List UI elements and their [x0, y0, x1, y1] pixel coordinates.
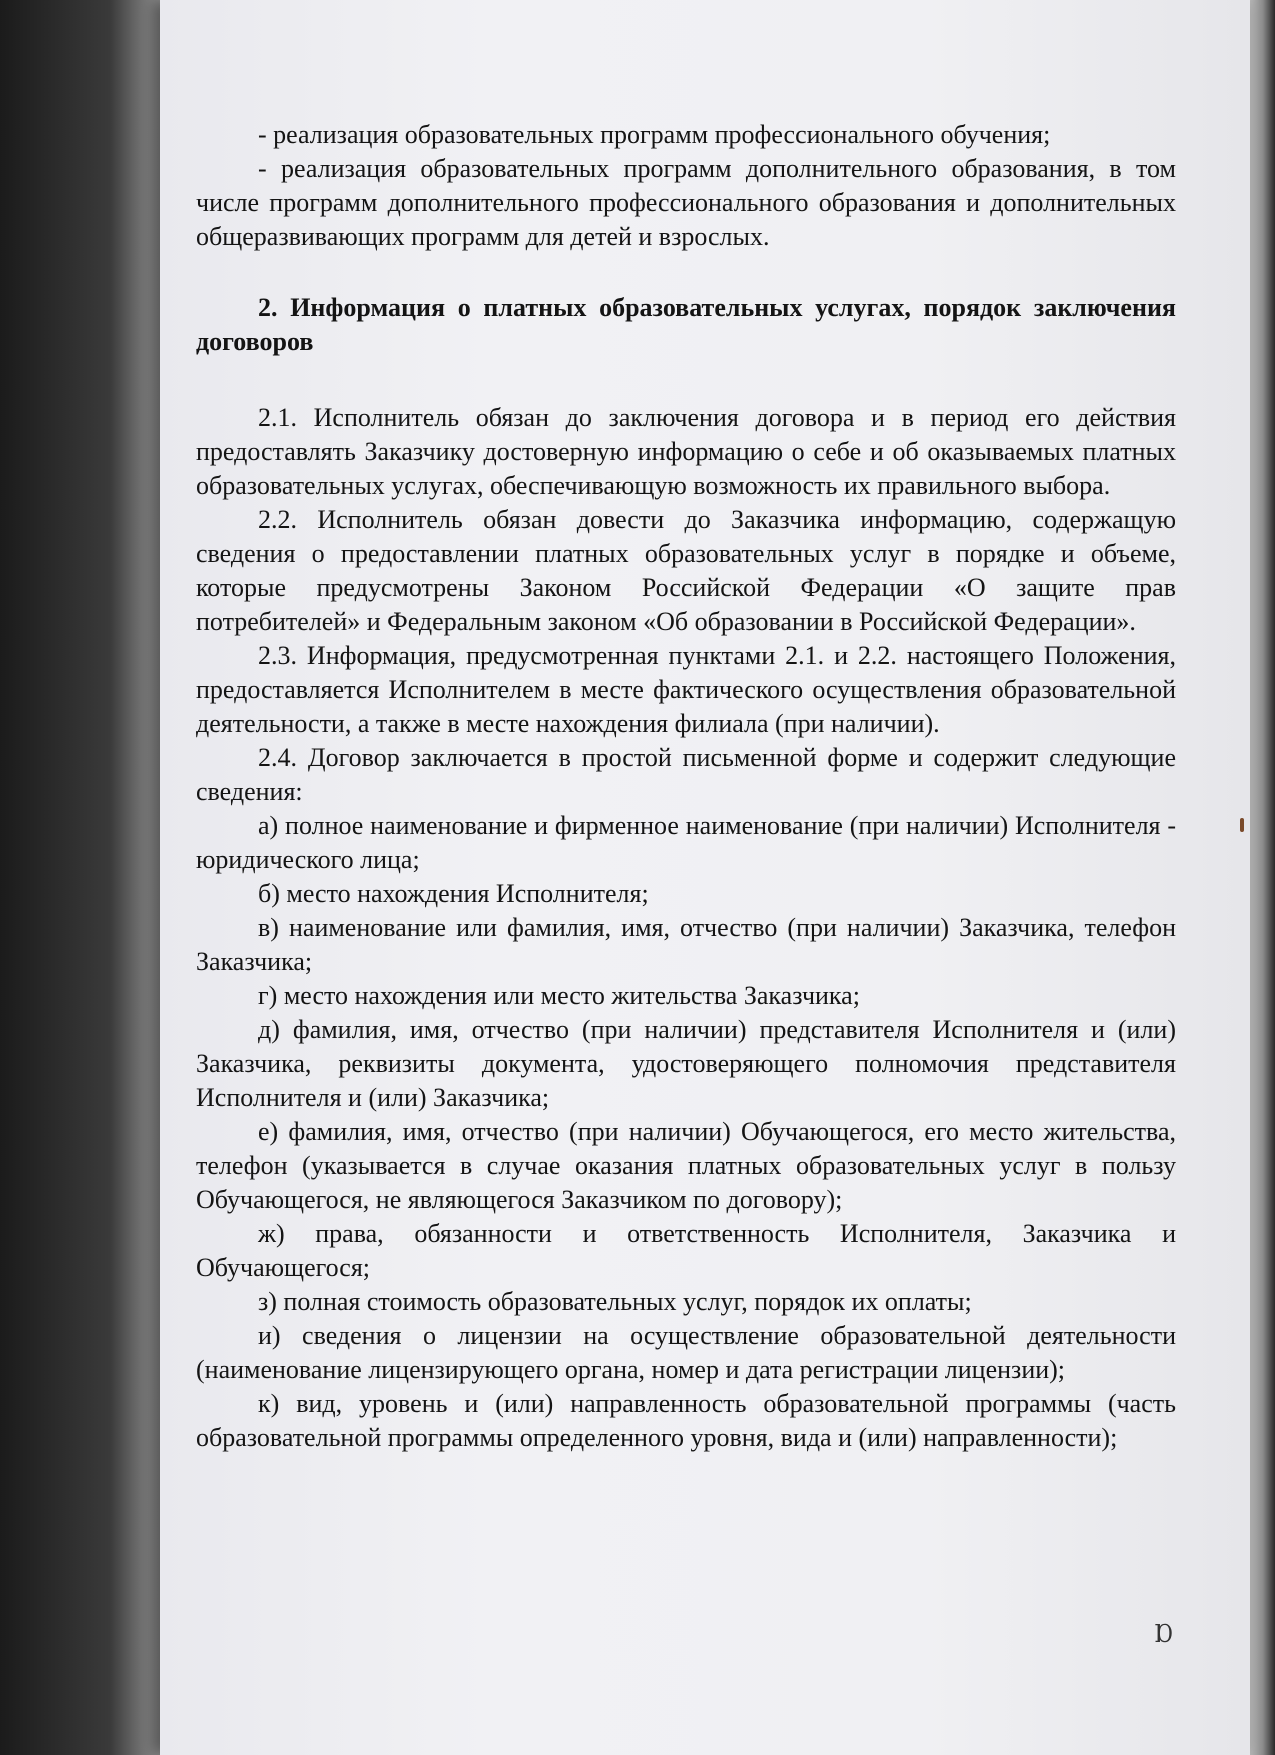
section-heading: 2. Информация о платных образовательных услугах, порядок заключения договоров — [196, 293, 1176, 356]
list-item-v: в) наименование или фамилия, имя, отчество (при наличии) Заказчика, телефон Заказчика; — [196, 913, 1176, 976]
list-item-g: г) место нахождения или место жительства Заказчика; — [258, 981, 860, 1010]
paragraph-2-2: 2.2. Исполнитель обязан довести до Заказчика информацию, содержащую сведения о предоставлении платных образовательных услуг в порядке и объеме, которые предусмотрены Законом Российской Федерации «О защите прав потребителей» и Федеральным законом «Об образовании в Российской Федерации». — [196, 505, 1176, 636]
scan-speck — [1240, 818, 1244, 832]
paragraph-2-4: 2.4. Договор заключается в простой письменной форме и содержит следующие сведения: — [196, 743, 1176, 806]
paragraph-2-3: 2.3. Информация, предусмотренная пунктами 2.1. и 2.2. настоящего Положения, предоставляется Исполнителем в месте фактического осуществления образовательной деятельности, а также в месте нахождения филиала (при наличии). — [196, 641, 1176, 738]
list-item-e: е) фамилия, имя, отчество (при наличии) Обучающегося, его место жительства, телефон (указывается в случае оказания платных образовательных услуг в пользу Обучающегося, не являющегося Заказчиком по договору); — [196, 1117, 1176, 1214]
list-item-z: з) полная стоимость образовательных услуг, порядок их оплаты; — [258, 1287, 972, 1316]
intro-item-1: - реализация образовательных программ профессионального обучения; — [258, 120, 1051, 149]
list-item-k: к) вид, уровень и (или) направленность образовательной программы (часть образовательной программы определенного уровня, вида и (или) направленности); — [196, 1389, 1176, 1452]
list-item-d: д) фамилия, имя, отчество (при наличии) представителя Исполнителя и (или) Заказчика, реквизиты документа, удостоверяющего полномочия представителя Исполнителя и (или) Заказчика; — [196, 1015, 1176, 1112]
list-item-b: б) место нахождения Исполнителя; — [258, 879, 649, 908]
intro-item-2: - реализация образовательных программ дополнительного образования, в том числе программ дополнительного профессионального образования и дополнительных общеразвивающих программ для детей и взрослых. — [196, 154, 1176, 251]
list-item-a: а) полное наименование и фирменное наименование (при наличии) Исполнителя - юридического лица; — [196, 811, 1176, 874]
paragraph-2-1: 2.1. Исполнитель обязан до заключения договора и в период его действия предоставлять Заказчику достоверную информацию о себе и об оказываемых платных образовательных услугах, обеспечивающую возможность их правильного выбора. — [196, 403, 1176, 500]
document-body — [196, 118, 1176, 1455]
list-item-zh: ж) права, обязанности и ответственность Исполнителя, Заказчика и Обучающегося; — [196, 1219, 1176, 1282]
page-number: Ɒ — [1154, 1622, 1173, 1648]
list-item-i: и) сведения о лицензии на осуществление образовательной деятельности (наименование лицензирующего органа, номер и дата регистрации лицензии); — [196, 1321, 1176, 1384]
